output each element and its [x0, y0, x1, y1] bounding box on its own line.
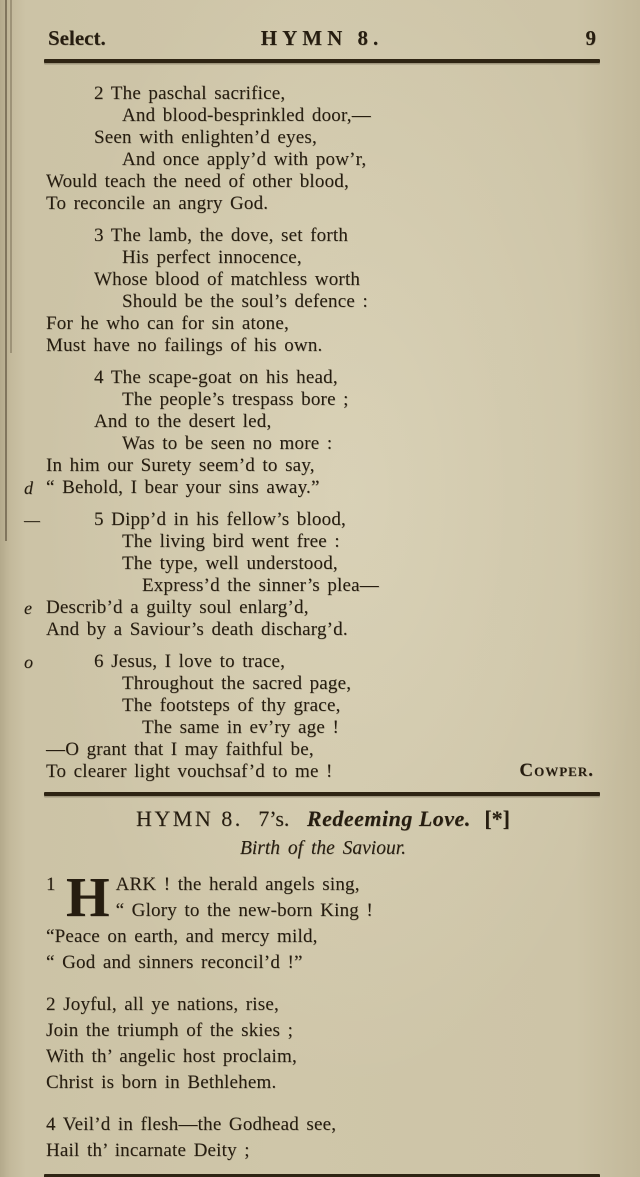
- verse-line-text: Must have no failings of his own.: [46, 335, 323, 356]
- verse-line-text: 5 Dipp’d in his fellow’s blood,: [94, 509, 346, 530]
- verse-line-text: 2 The paschal sacrifice,: [94, 83, 286, 104]
- section-label: Select.: [48, 26, 106, 50]
- spine-line: [5, 0, 7, 541]
- verse-line-text: The type, well understood,: [122, 553, 338, 574]
- author-attribution: Cowper.: [519, 760, 594, 781]
- verse-line-text: Describ’d a guilty soul enlarg’d,: [46, 597, 309, 618]
- stanza: [24, 651, 600, 783]
- verse-line-text: The people’s trespass bore ;: [122, 389, 349, 410]
- margin-mark: o: [24, 652, 34, 672]
- verse-line: [46, 83, 600, 105]
- stanza: [46, 867, 600, 929]
- verse-line: [46, 105, 600, 127]
- verse-line-text: 3 The lamb, the dove, set forth: [94, 225, 349, 246]
- verse-line-text: Whose blood of matchless worth: [94, 269, 361, 290]
- hymn-mark: [*]: [484, 806, 510, 831]
- verse-line-text: And to the desert led,: [94, 411, 272, 432]
- verse-line: “ God and sinners reconcil’d !”: [46, 952, 303, 973]
- verse-line-text: To reconcile an angry God.: [46, 193, 269, 214]
- page-number: 9: [585, 26, 596, 50]
- verse-line-text: With th’ angelic host proclaim,: [46, 1046, 297, 1067]
- verse-line: [46, 367, 600, 389]
- verse-line: [46, 171, 600, 193]
- verse-line: [46, 1044, 600, 1070]
- verse-line-text: The living bird went free :: [122, 531, 340, 552]
- verse-line: [46, 553, 600, 575]
- verse-line: [46, 992, 600, 1018]
- verse-line-text: Throughout the sacred page,: [122, 673, 352, 694]
- verse-line: [46, 695, 600, 717]
- verse-line-text: And by a Saviour’s death discharg’d.: [46, 619, 348, 640]
- verse-line: [46, 761, 600, 783]
- stanza: [24, 509, 600, 641]
- verse-line: [46, 1112, 600, 1138]
- dropcap-lines: [116, 872, 373, 924]
- verse-line-text: Seen with enlighten’d eyes,: [94, 127, 317, 148]
- hymn-heading: [46, 806, 600, 832]
- verse-line: [24, 651, 600, 673]
- stanza: [46, 1112, 600, 1164]
- hymn-theme: Birth of the Saviour.: [239, 838, 407, 859]
- stanza: [46, 83, 600, 215]
- verse-line-text: His perfect innocence,: [122, 247, 302, 268]
- verse-line: [46, 313, 600, 335]
- verse-line: “ Glory to the new-born King !: [115, 900, 373, 921]
- verse-line: [46, 291, 600, 313]
- verse-line: [46, 455, 600, 477]
- hymn7-continued: [24, 71, 600, 783]
- verse-line: [46, 673, 600, 695]
- verse-line: [46, 433, 600, 455]
- margin-mark: d: [24, 478, 34, 498]
- hymn-number-head: HYMN 8.: [260, 26, 384, 50]
- verse-line: [46, 411, 600, 433]
- verse-line: “Peace on earth, and mercy mild,: [46, 926, 318, 947]
- header-rule: [44, 59, 600, 63]
- verse-line-text: Christ is born in Bethlehem.: [46, 1072, 277, 1093]
- verse-line: [46, 127, 600, 149]
- drop-cap: H: [66, 867, 110, 929]
- verse-line: [24, 597, 600, 619]
- hymn-title: HYMN 8.: [136, 806, 243, 831]
- verse-line: [46, 1070, 600, 1096]
- verse-line-text: 4 Veil’d in flesh—the Godhead see,: [46, 1114, 337, 1135]
- verse-line: [46, 149, 600, 171]
- verse-line-text: 4 The scape-goat on his head,: [94, 367, 338, 388]
- section-rule: [44, 792, 600, 796]
- verse-line-text: Express’d the sinner’s plea—: [142, 575, 379, 596]
- verse-line: [46, 531, 600, 553]
- stanza: [24, 367, 600, 499]
- verse-line: [46, 717, 600, 739]
- verse-line-text: Hail th’ incarnate Deity ;: [46, 1140, 250, 1161]
- verse-line-text: And blood-besprinkled door,—: [122, 105, 371, 126]
- verse-line: [46, 739, 600, 761]
- stanza: [46, 225, 600, 357]
- verse-line: [46, 269, 600, 291]
- verse-line-text: Was to be seen no more :: [122, 433, 333, 454]
- verse-line-text: The footsteps of thy grace,: [122, 695, 341, 716]
- spine-line: [10, 0, 12, 353]
- hymn8-section: [46, 800, 600, 1177]
- margin-mark: —: [24, 510, 41, 530]
- verse-line-text: To clearer light vouchsaf’d to me !: [46, 761, 333, 782]
- verse-line-text: And once apply’d with pow’r,: [122, 149, 367, 170]
- verse-line-text: In him our Surety seem’d to say,: [46, 455, 315, 476]
- stanza-continued: [46, 924, 600, 976]
- verse-line-text: The same in ev’ry age !: [142, 717, 339, 738]
- verse-line-text: “ Behold, I bear your sins away.”: [46, 477, 320, 498]
- verse-line-text: Would teach the need of other blood,: [46, 171, 349, 192]
- hymn8-verses: [46, 992, 600, 1164]
- verse-line-text: Join the triumph of the skies ;: [46, 1020, 294, 1041]
- verse-line: [46, 225, 600, 247]
- margin-mark: e: [24, 598, 33, 618]
- verse-line: [46, 619, 600, 641]
- verse-line: [46, 247, 600, 269]
- verse-line-text: For he who can for sin atone,: [46, 313, 289, 334]
- verse-line: ARK ! the herald angels sing,: [115, 874, 360, 895]
- verse-line: [46, 193, 600, 215]
- running-head: [46, 24, 600, 51]
- verse-line: [46, 575, 600, 597]
- verse-line: [46, 1138, 600, 1164]
- verse-line: [46, 335, 600, 357]
- verse-line: [46, 1018, 600, 1044]
- verse-line-text: 2 Joyful, all ye nations, rise,: [46, 994, 279, 1015]
- verse-line-text: —O grant that I may faithful be,: [46, 739, 314, 760]
- verse-line: [46, 389, 600, 411]
- verse-line-text: 6 Jesus, I love to trace,: [94, 651, 286, 672]
- stanza: [46, 992, 600, 1096]
- hymn-subtitle: Redeeming Love.: [306, 806, 471, 831]
- verse-line: [24, 509, 600, 531]
- verse-number: 1: [46, 874, 56, 895]
- verse-line: [24, 477, 600, 499]
- hymn-meter: 7’s.: [258, 806, 290, 831]
- verse-line-text: Should be the soul’s defence :: [122, 291, 368, 312]
